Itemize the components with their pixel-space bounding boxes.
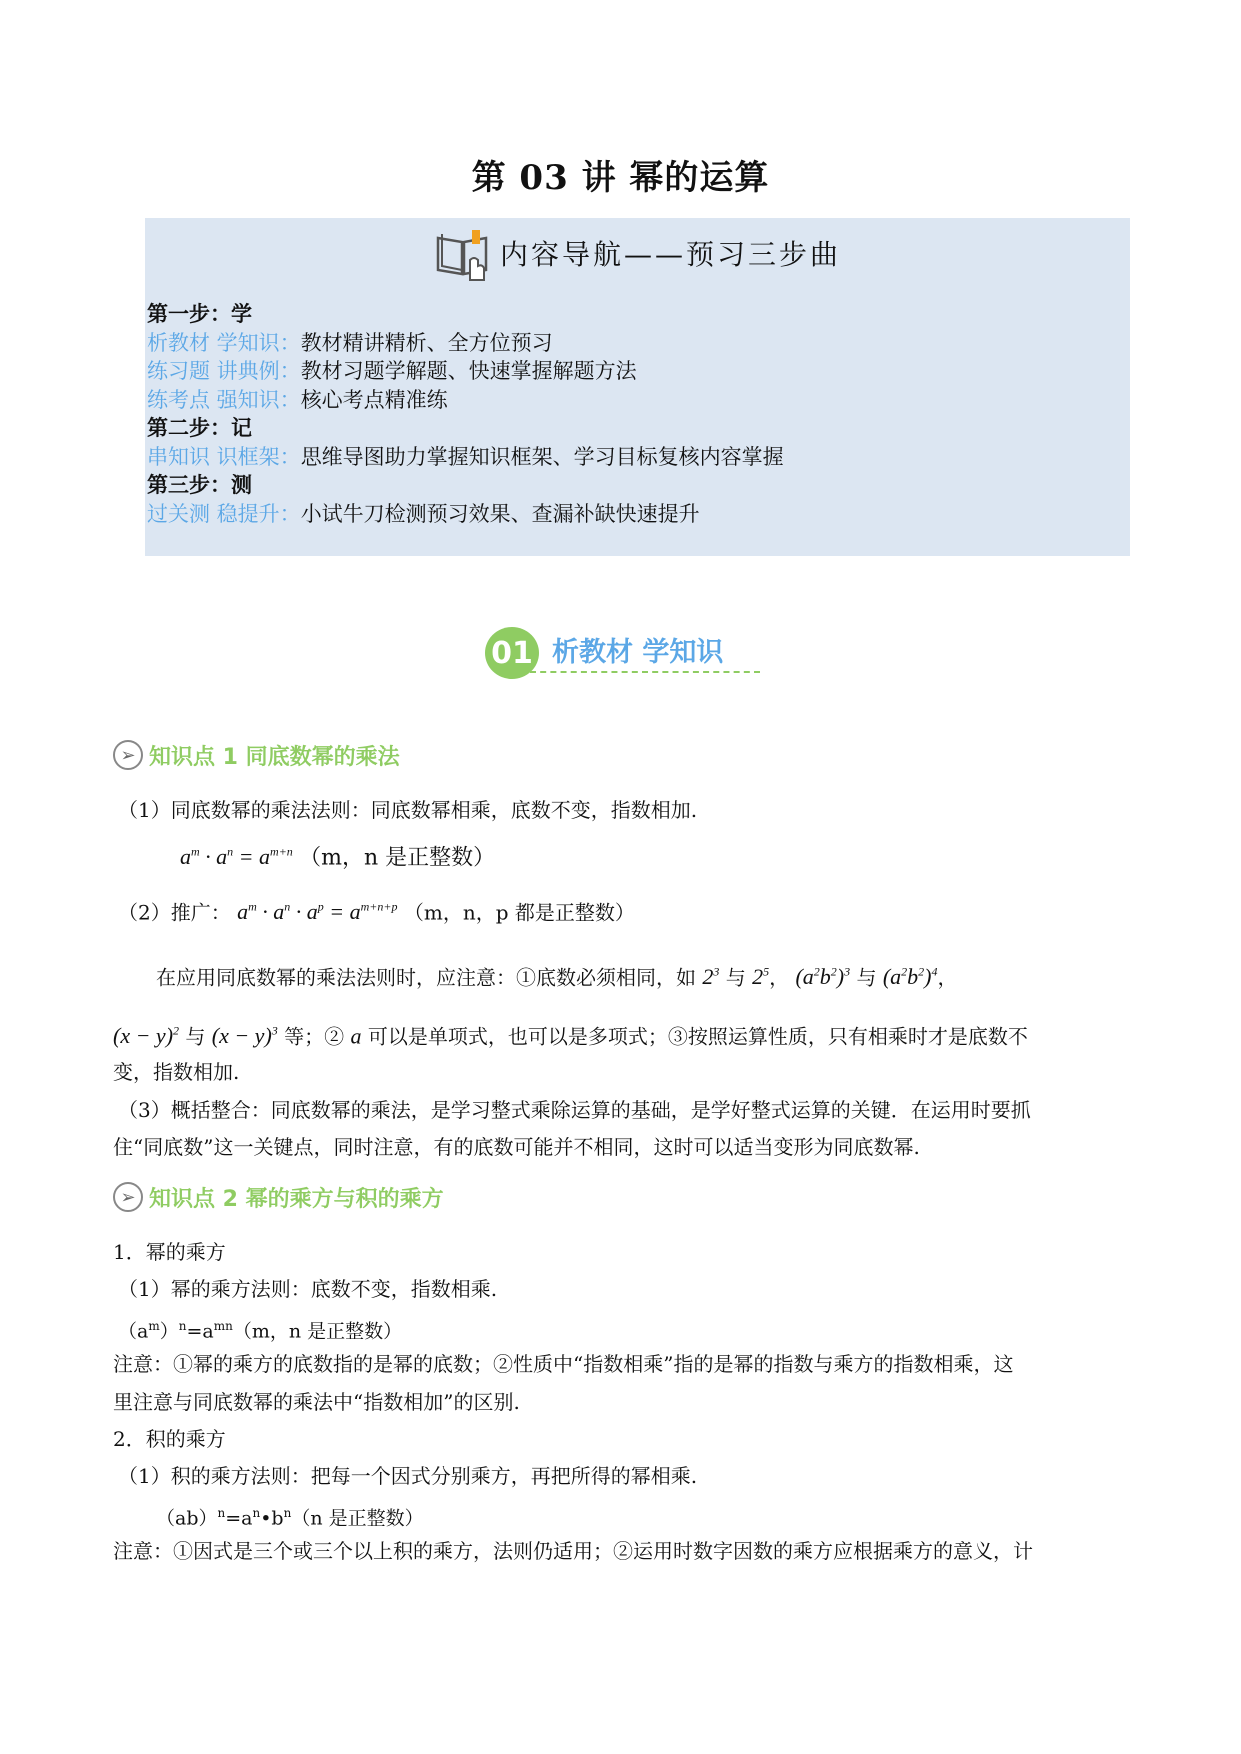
formula: $a^m \cdot a^n \cdot a^p = a^{m+n+p}$ <box>237 899 398 925</box>
knowledge-point-title: 知识点 1 同底数幂的乘法 <box>149 744 400 770</box>
content-navigation-box <box>145 218 1130 556</box>
text: n <box>178 1319 187 1333</box>
paragraph: 里注意与同底数幂的乘法中“指数相加”的区别. <box>113 1390 520 1414</box>
formula-line <box>118 893 635 926</box>
text: 与 <box>185 1024 206 1049</box>
nav-row-label: 过关测 稳提升： <box>147 501 301 526</box>
formula-note: （m，n 是正整数） <box>299 845 496 871</box>
formula: $2^3$ <box>702 964 720 990</box>
text: =a <box>186 1320 214 1343</box>
paragraph: （3）概括整合：同底数幂的乘法，是学习整式乘除运算的基础，是学好整式运算的关键．在运用时要抓 <box>118 1098 1031 1122</box>
paragraph: 2．积的乘方 <box>113 1427 226 1451</box>
text: 可以是单项式，也可以是多项式；③按照运算性质，只有相乘时才是底数不 <box>367 1024 1028 1049</box>
formula-line <box>118 1312 402 1345</box>
nav-row <box>147 329 784 358</box>
paragraph: 变，指数相加. <box>113 1060 240 1084</box>
text: 等；② <box>284 1024 345 1049</box>
section-underline <box>530 671 760 673</box>
text: 与 <box>725 965 746 990</box>
text: （ab） <box>156 1507 218 1530</box>
knowledge-point-1-heading <box>113 738 400 772</box>
paragraph: 注意：①因式是三个或三个以上积的乘方，法则仍适用；②运用时数字因数的乘方应根据乘方的意义，计 <box>113 1539 1033 1563</box>
arrow-circle-icon: ➢ <box>113 1182 143 1212</box>
nav-row-text: 核心考点精准练 <box>300 387 448 412</box>
formula-line <box>180 838 495 872</box>
nav-row-text: 小试牛刀检测预习效果、查漏补缺快速提升 <box>300 501 700 526</box>
nav-row-label: 练习题 讲典例： <box>147 359 301 383</box>
nav-row <box>147 386 784 415</box>
formula: $(a^2b^2)^3$ <box>795 964 851 990</box>
formula: $(a^2b^2)^4$ <box>882 964 938 990</box>
paragraph: 1．幂的乘方 <box>113 1240 226 1264</box>
text: 与 <box>856 965 877 990</box>
section-banner <box>480 622 770 682</box>
formula-line <box>156 1499 424 1532</box>
text: （a <box>118 1320 149 1343</box>
arrow-circle-icon: ➢ <box>113 740 143 770</box>
nav-row-label: 串知识 识框架： <box>147 444 301 469</box>
formula: $(x - y)^3$ <box>211 1023 278 1049</box>
nav-row-text: 思维导图助力掌握知识框架、学习目标复核内容掌握 <box>300 444 784 469</box>
nav-header <box>145 218 1130 288</box>
paragraph: 在应用同底数幂的乘法法则时，应注意：①底数必须相同，如 $2^3$ 与 $2^5$， $(a^2b^2)^3$ 与 $(a^2b^2)^4$， <box>156 964 958 990</box>
text: n <box>252 1506 261 1520</box>
paragraph: 住“同底数”这一关键点，同时注意，有的底数可能并不相同，这时可以适当变形为同底数幂. <box>113 1135 920 1159</box>
page-title: 第 03 讲 幂的运算 <box>471 158 770 198</box>
text: （n 是正整数） <box>291 1507 424 1530</box>
nav-row <box>147 500 784 529</box>
formula: $2^5$ <box>752 964 770 990</box>
nav-step: 第三步：测 <box>147 472 252 497</box>
nav-row <box>147 357 784 386</box>
paragraph: 注意：①幂的乘方的底数指的是幂的底数；②性质中“指数相乘”指的是幂的指数与乘方的指数相乘，这 <box>113 1352 1014 1376</box>
nav-title: 内容导航——预习三步曲 <box>499 238 841 271</box>
text: ， <box>769 965 790 990</box>
paragraph: （1）同底数幂的乘法法则：同底数幂相乘，底数不变，指数相加. <box>118 798 698 822</box>
nav-row-label: 析教材 学知识： <box>147 330 301 355</box>
nav-row <box>147 443 784 472</box>
text: mn <box>213 1319 233 1333</box>
text: m <box>148 1319 160 1333</box>
formula: $a^m \cdot a^n = a^{m+n}$ <box>180 844 293 870</box>
formula: $(x - y)^2$ <box>113 1023 180 1049</box>
text: •b <box>260 1507 284 1530</box>
knowledge-point-2-heading <box>113 1180 444 1214</box>
paragraph <box>113 1017 1028 1050</box>
formula: a <box>350 1023 362 1049</box>
nav-row-label: 练考点 强知识： <box>147 387 301 412</box>
text: ） <box>159 1320 179 1343</box>
nav-step: 第一步：学 <box>147 301 252 326</box>
text: （m，n 是正整数） <box>232 1320 403 1343</box>
paragraph-prefix: （2）推广： <box>118 900 231 925</box>
text: =a <box>225 1507 253 1530</box>
nav-step: 第二步：记 <box>147 415 252 440</box>
text: n <box>283 1506 292 1520</box>
knowledge-point-title: 知识点 2 幂的乘方与积的乘方 <box>149 1186 444 1212</box>
nav-list <box>147 300 784 528</box>
section-title: 析教材 学知识 <box>552 637 724 668</box>
section-number-badge: 01 <box>485 627 539 679</box>
paragraph: （1）幂的乘方法则：底数不变，指数相乘. <box>118 1277 498 1301</box>
book-hand-icon <box>434 224 494 282</box>
text: 在应用同底数幂的乘法法则时，应注意：①底数必须相同，如 <box>156 965 696 990</box>
paragraph: （1）积的乘方法则：把每一个因式分别乘方，再把所得的幂相乘. <box>118 1464 698 1488</box>
text: n <box>217 1506 226 1520</box>
nav-row-text: 教材精讲精析、全方位预习 <box>300 330 553 355</box>
nav-row-text: 教材习题学解题、快速掌握解题方法 <box>300 359 637 383</box>
formula-note: （m，n，p 都是正整数） <box>403 900 635 925</box>
